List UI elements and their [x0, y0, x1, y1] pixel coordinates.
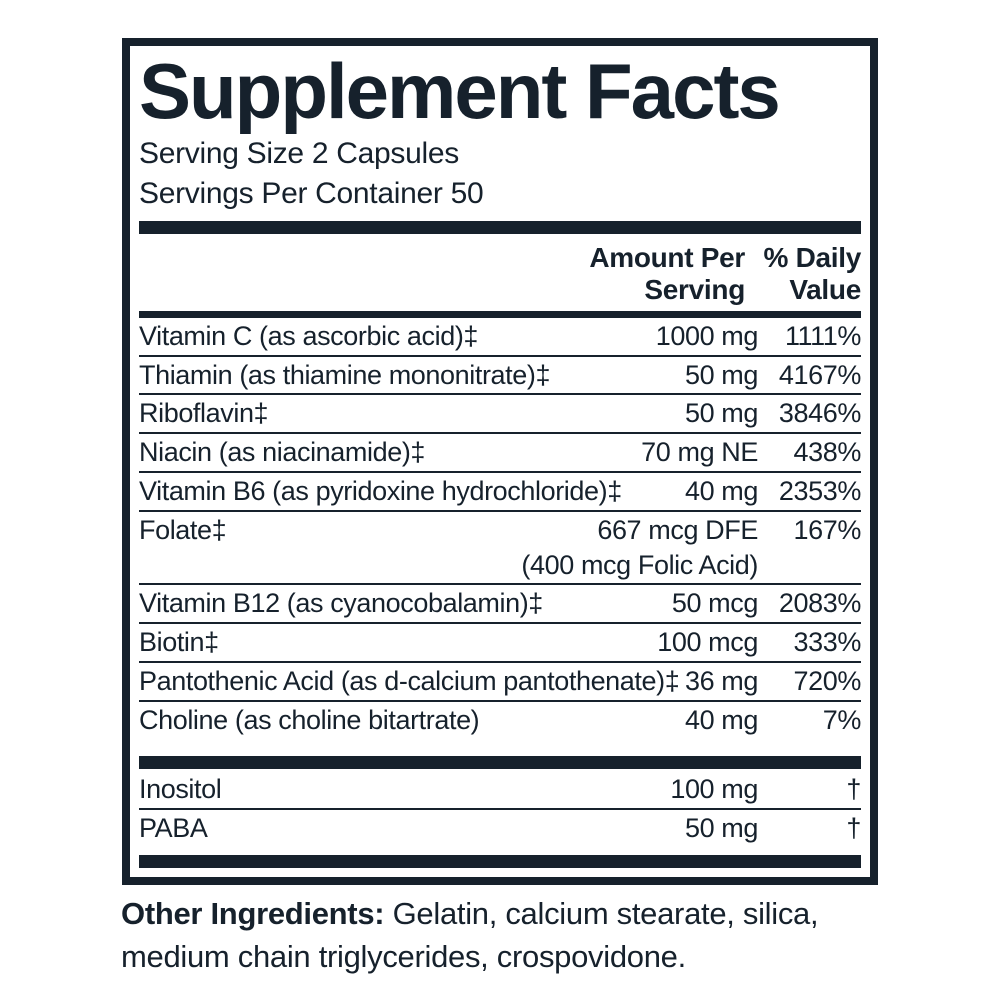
- nutrient-daily-value: 167%: [793, 514, 861, 545]
- amount-per-serving-header: Amount Per Serving: [589, 242, 745, 305]
- supplement-facts-title: Supplement Facts: [139, 47, 779, 135]
- table-row: [139, 700, 861, 739]
- nutrient-amount: 40 mg: [684, 704, 758, 735]
- daily-value-footnote: [139, 880, 861, 885]
- nutrient-daily-value: 2083%: [778, 588, 861, 619]
- nutrient-name: Biotin‡: [139, 627, 219, 658]
- other-ingredients-label: Other Ingredients:: [121, 896, 385, 931]
- nutrient-amount: 50 mg: [684, 398, 758, 429]
- table-row: [139, 355, 861, 394]
- table-row: [139, 432, 861, 471]
- percent-daily-value-header: % Daily Value: [763, 242, 861, 305]
- nutrient-amount: 1000 mg: [655, 320, 758, 351]
- nutrient-daily-value: 438%: [793, 437, 861, 468]
- nutrient-table: [139, 318, 861, 738]
- table-row: [139, 510, 861, 584]
- divider-bar-top: [139, 221, 861, 234]
- nutrient-name: PABA: [139, 813, 208, 844]
- table-row: [139, 393, 861, 432]
- nutrient-amount: 667 mcg DFE: [597, 514, 758, 545]
- nutrient-name: Choline (as choline bitartrate): [139, 704, 480, 735]
- table-row: [139, 808, 861, 847]
- nutrient-daily-value: 1111%: [784, 320, 861, 351]
- servings-per-container-text: Servings Per Container 50: [139, 176, 484, 210]
- nutrient-amount: 50 mcg: [671, 588, 758, 619]
- section-gap: [139, 738, 861, 748]
- nutrient-name: Folate‡: [139, 514, 227, 545]
- nutrient-amount: 100 mg: [670, 774, 758, 805]
- nutrient-daily-value: 720%: [793, 665, 861, 696]
- table-row: [139, 771, 861, 808]
- nutrient-amount: 50 mg: [684, 813, 758, 844]
- nutrient-daily-value: †: [846, 813, 861, 844]
- nutrient-amount: 50 mg: [684, 359, 758, 390]
- other-ingredients-text: [121, 893, 893, 979]
- nutrient-name: Vitamin C (as ascorbic acid)‡: [139, 320, 479, 351]
- nutrient-amount-note: (400 mcg Folic Acid): [521, 549, 758, 580]
- nutrient-name: Riboflavin‡: [139, 398, 269, 429]
- serving-size-text: Serving Size 2 Capsules: [139, 137, 459, 170]
- nutrient-name: Thiamin (as thiamine mononitrate)‡: [139, 359, 551, 390]
- proprietary-nutrient-table: [139, 771, 861, 847]
- table-row: [139, 661, 861, 700]
- table-row: [139, 318, 861, 355]
- nutrient-amount: 100 mcg: [657, 627, 758, 658]
- divider-bar-header: [139, 311, 861, 318]
- nutrient-amount: 40 mg: [684, 475, 758, 506]
- divider-bar-bottom: [139, 855, 861, 868]
- table-column-headers: [139, 242, 861, 305]
- divider-bar-middle: [139, 756, 861, 769]
- nutrient-daily-value: 2353%: [778, 475, 861, 506]
- nutrient-name: Inositol: [139, 774, 222, 805]
- table-row: [139, 471, 861, 510]
- nutrient-name: Vitamin B6 (as pyridoxine hydrochloride)‡: [139, 475, 622, 506]
- nutrient-daily-value: 4167%: [778, 359, 861, 390]
- nutrient-amount: 36 mg: [684, 665, 758, 696]
- nutrient-name: Pantothenic Acid (as d-calcium pantothenate)‡: [139, 665, 680, 696]
- nutrient-daily-value: 7%: [822, 704, 861, 735]
- nutrient-daily-value: †: [846, 774, 861, 805]
- supplement-facts-panel: [122, 38, 878, 885]
- other-ingredients-list: Gelatin, calcium stearate, silica, medium chain triglycerides, crospovidone.: [121, 896, 819, 974]
- nutrient-amount: 70 mg NE: [641, 437, 758, 468]
- nutrient-name: Vitamin B12 (as cyanocobalamin)‡: [139, 588, 543, 619]
- nutrient-daily-value: 3846%: [778, 398, 861, 429]
- nutrient-name: Niacin (as niacinamide)‡: [139, 437, 426, 468]
- table-row: [139, 622, 861, 661]
- nutrient-daily-value: 333%: [793, 627, 861, 658]
- table-row: [139, 583, 861, 622]
